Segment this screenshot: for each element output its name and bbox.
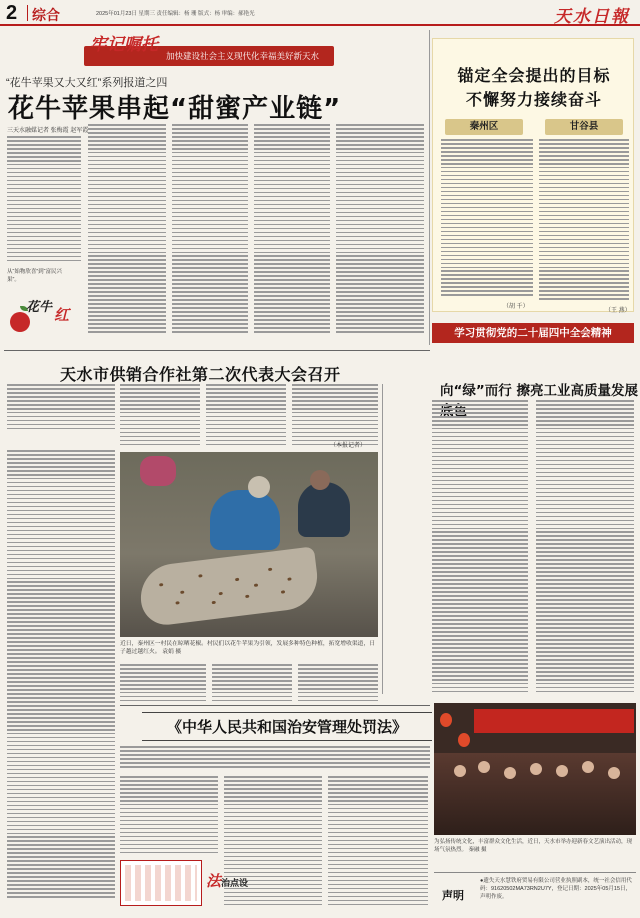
logo-red-text: 红 — [54, 306, 70, 324]
new-year-event-photo — [434, 703, 636, 835]
coop-body-col7 — [298, 664, 378, 704]
editorial-box — [432, 38, 634, 312]
feature-headline: 花牛苹果串起“甜蜜产业链” — [8, 94, 342, 124]
coop-body-col5 — [120, 664, 206, 704]
series-subtitle: “花牛苹果又大又红”系列报道之四 — [6, 77, 168, 89]
edition-info: 2025年01月23日 星期三 责任编辑：杨 珊 版式：杨 审编：郝艳光 — [96, 11, 255, 17]
ad-logo-main: 法 — [206, 872, 222, 890]
feature-body-col2 — [88, 124, 166, 336]
law-body-col3 — [328, 776, 428, 908]
page-number: 2 — [6, 2, 18, 24]
law-body-col1 — [120, 776, 218, 856]
coop-headline: 天水市供销合作社第二次代表大会召开 — [60, 365, 341, 384]
eco-body-col2 — [536, 400, 634, 696]
slogan-banner: 学习贯彻党的二十届四中全会精神 — [432, 323, 634, 343]
editorial-title-line1: 锚定全会提出的目标 — [457, 66, 611, 85]
section-rule — [120, 705, 430, 706]
editorial-body-right — [539, 139, 629, 303]
feature-pull-quote: 从“始物欣喜”到“富民兴果”。 — [7, 269, 62, 283]
coop-body-col1 — [7, 450, 115, 908]
ad-logo-sub: 治点设 — [221, 879, 249, 889]
banner-slogan: 加快建设社会主义现代化幸福美好新天水 — [166, 51, 320, 61]
eco-body-col1 — [432, 400, 528, 696]
editorial-credit-left: （胡 千） — [503, 304, 529, 310]
page-header — [0, 0, 640, 26]
section-rule — [4, 350, 430, 351]
editorial-credit-right: （王 燕） — [605, 308, 631, 314]
feature-body-col5 — [336, 124, 424, 336]
notice-text: ●遗失天水慧铁府贸易有限公司营业执照副本，统一社会信用代码：91620502MA73RN2U7Y，登记日期：2025年05月15日，声明作废。 — [480, 878, 632, 900]
tab-qinzhou: 秦州区 — [445, 119, 523, 135]
column-rule — [382, 384, 383, 694]
coop-body-col6 — [212, 664, 292, 704]
law-intro — [120, 746, 430, 770]
notice-box — [434, 872, 636, 914]
event-photo-caption: 为弘扬传统文化，丰富群众文化生活，近日，天水市举办迎新春文艺演出活动，现场气氛热烈。 秦融 摄 — [434, 839, 633, 853]
column-rule — [429, 30, 430, 345]
editorial-body-left — [441, 139, 533, 297]
pepper-drying-photo — [120, 452, 378, 637]
feature-body-col1 — [7, 136, 81, 264]
coop-body-col4 — [292, 384, 378, 448]
coop-signature: （本报记者） — [330, 443, 367, 449]
pepper-photo-caption: 近日，秦州区一村民在晾晒花椒。村民们以花牛苹果为引领，发展多种特色种植，拓宽增收渠道，日子越过越红火。 袁娟 摄 — [120, 641, 376, 655]
logo-text: 花牛 — [26, 300, 53, 315]
banner-script-title: 牢记嘱托 — [90, 35, 158, 55]
coop-body-col2 — [120, 384, 200, 448]
header-divider — [27, 5, 28, 21]
editorial-title-line2: 不懈努力接续奋斗 — [465, 90, 602, 109]
feature-byline: 三天水融媒记者 张梅霞 赵军霞 — [7, 128, 89, 134]
coop-body-col3 — [206, 384, 286, 448]
apple-icon — [10, 312, 30, 332]
feature-body-col4 — [254, 124, 330, 336]
masthead-logo: 天水日報 — [554, 7, 630, 27]
huaniu-logo — [8, 292, 78, 340]
feature-body-col3 — [172, 124, 248, 336]
legal-ad-logo — [206, 870, 248, 891]
notice-label: 声明 — [442, 890, 464, 902]
eco-headline: 向“绿”而行 擦亮工业高质量发展 — [440, 383, 638, 399]
coop-lead — [7, 384, 115, 434]
legal-ad-graphic — [120, 860, 202, 906]
law-title: 《中华人民共和国治安管理处罚法》 — [142, 712, 432, 741]
tab-gangu: 甘谷县 — [545, 119, 623, 135]
section-name: 综合 — [32, 7, 60, 23]
